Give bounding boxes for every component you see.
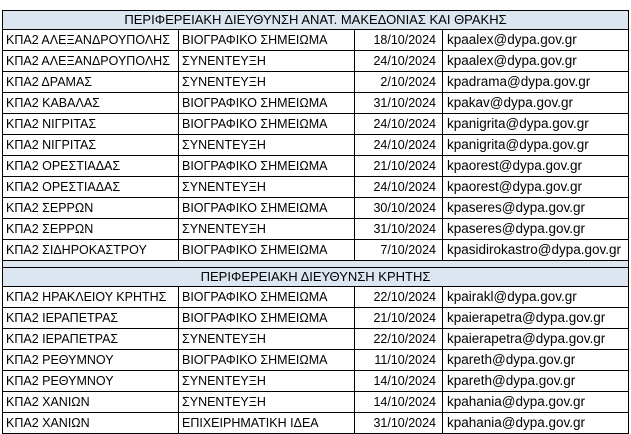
document-type-cell: ΒΙΟΓΡΑΦΙΚΟ ΣΗΜΕΙΩΜΑ (179, 114, 355, 135)
email-cell: kpaalex@dypa.gov.gr (443, 51, 629, 72)
office-cell: ΚΠΑ2 ΣΕΡΡΩΝ (3, 219, 179, 240)
email-cell: kpahania@dypa.gov.gr (443, 413, 629, 434)
document-type-cell: ΣΥΝΕΝΤΕΥΞΗ (179, 219, 355, 240)
date-cell: 30/10/2024 (355, 198, 443, 219)
email-cell: kpanigrita@dypa.gov.gr (443, 135, 629, 156)
document-type-cell: ΒΙΟΓΡΑΦΙΚΟ ΣΗΜΕΙΩΜΑ (179, 287, 355, 308)
email-cell: kpaalex@dypa.gov.gr (443, 30, 629, 51)
document-type-cell: ΒΙΟΓΡΑΦΙΚΟ ΣΗΜΕΙΩΜΑ (179, 156, 355, 177)
date-cell: 31/10/2024 (355, 93, 443, 114)
document-type-cell: ΣΥΝΕΝΤΕΥΞΗ (179, 72, 355, 93)
schedule-table (2, 10, 629, 434)
office-cell: ΚΠΑ2 ΡΕΘΥΜΝΟΥ (3, 371, 179, 392)
document-type-cell: ΒΙΟΓΡΑΦΙΚΟ ΣΗΜΕΙΩΜΑ (179, 30, 355, 51)
table-row (3, 135, 629, 156)
email-cell: kpareth@dypa.gov.gr (443, 350, 629, 371)
office-cell: ΚΠΑ2 ΣΕΡΡΩΝ (3, 198, 179, 219)
date-cell: 31/10/2024 (355, 413, 443, 434)
office-cell: ΚΠΑ2 ΡΕΘΥΜΝΟΥ (3, 350, 179, 371)
section-spacer (3, 261, 629, 268)
table-row (3, 72, 629, 93)
office-cell: ΚΠΑ2 ΑΛΕΞΑΝΔΡΟΥΠΟΛΗΣ (3, 30, 179, 51)
section-header-row (3, 11, 629, 30)
email-cell: kpadrama@dypa.gov.gr (443, 72, 629, 93)
table-row (3, 219, 629, 240)
office-cell: ΚΠΑ2 ΑΛΕΞΑΝΔΡΟΥΠΟΛΗΣ (3, 51, 179, 72)
table-row (3, 198, 629, 219)
office-cell: ΚΠΑ2 ΧΑΝΙΩΝ (3, 392, 179, 413)
date-cell: 22/10/2024 (355, 329, 443, 350)
email-cell: kpasidirokastro@dypa.gov.gr (443, 240, 629, 261)
email-cell: kpaierapetra@dypa.gov.gr (443, 308, 629, 329)
office-cell: ΚΠΑ2 ΚΑΒΑΛΑΣ (3, 93, 179, 114)
document-type-cell: ΣΥΝΕΝΤΕΥΞΗ (179, 51, 355, 72)
schedule-sheet (2, 10, 628, 434)
date-cell: 24/10/2024 (355, 177, 443, 198)
email-cell: kpahania@dypa.gov.gr (443, 392, 629, 413)
date-cell: 21/10/2024 (355, 308, 443, 329)
email-cell: kpaseres@dypa.gov.gr (443, 219, 629, 240)
date-cell: 14/10/2024 (355, 371, 443, 392)
date-cell: 22/10/2024 (355, 287, 443, 308)
date-cell: 24/10/2024 (355, 114, 443, 135)
email-cell: kpairakl@dypa.gov.gr (443, 287, 629, 308)
date-cell: 31/10/2024 (355, 219, 443, 240)
office-cell: ΚΠΑ2 ΝΙΓΡΙΤΑΣ (3, 114, 179, 135)
office-cell: ΚΠΑ2 ΟΡΕΣΤΙΑΔΑΣ (3, 177, 179, 198)
table-row (3, 371, 629, 392)
document-type-cell: ΣΥΝΕΝΤΕΥΞΗ (179, 392, 355, 413)
table-row (3, 93, 629, 114)
section-spacer-cell (3, 261, 629, 268)
table-row (3, 114, 629, 135)
table-row (3, 329, 629, 350)
document-type-cell: ΒΙΟΓΡΑΦΙΚΟ ΣΗΜΕΙΩΜΑ (179, 93, 355, 114)
office-cell: ΚΠΑ2 ΙΕΡΑΠΕΤΡΑΣ (3, 308, 179, 329)
office-cell: ΚΠΑ2 ΗΡΑΚΛΕΙΟΥ ΚΡΗΤΗΣ (3, 287, 179, 308)
office-cell: ΚΠΑ2 ΣΙΔΗΡΟΚΑΣΤΡΟΥ (3, 240, 179, 261)
office-cell: ΚΠΑ2 ΧΑΝΙΩΝ (3, 413, 179, 434)
email-cell: kpakav@dypa.gov.gr (443, 93, 629, 114)
table-row (3, 287, 629, 308)
schedule-table-body (3, 11, 629, 434)
office-cell: ΚΠΑ2 ΟΡΕΣΤΙΑΔΑΣ (3, 156, 179, 177)
table-row (3, 177, 629, 198)
email-cell: kpanigrita@dypa.gov.gr (443, 114, 629, 135)
document-type-cell: ΕΠΙΧΕΙΡΗΜΑΤΙΚΗ ΙΔΕΑ (179, 413, 355, 434)
email-cell: kpaierapetra@dypa.gov.gr (443, 329, 629, 350)
section-title: ΠΕΡΙΦΕΡΕΙΑΚΗ ΔΙΕΥΘΥΝΣΗ ΑΝΑΤ. ΜΑΚΕΔΟΝΙΑΣ ΚΑΙ ΘΡΑΚΗΣ (3, 11, 629, 30)
date-cell: 2/10/2024 (355, 72, 443, 93)
date-cell: 11/10/2024 (355, 350, 443, 371)
email-cell: kpaorest@dypa.gov.gr (443, 177, 629, 198)
office-cell: ΚΠΑ2 ΔΡΑΜΑΣ (3, 72, 179, 93)
date-cell: 21/10/2024 (355, 156, 443, 177)
document-type-cell: ΣΥΝΕΝΤΕΥΞΗ (179, 135, 355, 156)
email-cell: kpareth@dypa.gov.gr (443, 371, 629, 392)
document-type-cell: ΒΙΟΓΡΑΦΙΚΟ ΣΗΜΕΙΩΜΑ (179, 240, 355, 261)
document-type-cell: ΣΥΝΕΝΤΕΥΞΗ (179, 371, 355, 392)
table-row (3, 30, 629, 51)
table-row (3, 413, 629, 434)
table-row (3, 308, 629, 329)
table-row (3, 156, 629, 177)
date-cell: 18/10/2024 (355, 30, 443, 51)
email-cell: kpaseres@dypa.gov.gr (443, 198, 629, 219)
document-type-cell: ΒΙΟΓΡΑΦΙΚΟ ΣΗΜΕΙΩΜΑ (179, 198, 355, 219)
date-cell: 24/10/2024 (355, 135, 443, 156)
document-type-cell: ΣΥΝΕΝΤΕΥΞΗ (179, 177, 355, 198)
date-cell: 24/10/2024 (355, 51, 443, 72)
date-cell: 7/10/2024 (355, 240, 443, 261)
table-row (3, 350, 629, 371)
table-row (3, 51, 629, 72)
date-cell: 14/10/2024 (355, 392, 443, 413)
section-title: ΠΕΡΙΦΕΡΕΙΑΚΗ ΔΙΕΥΘΥΝΣΗ ΚΡΗΤΗΣ (3, 268, 629, 287)
document-type-cell: ΣΥΝΕΝΤΕΥΞΗ (179, 329, 355, 350)
office-cell: ΚΠΑ2 ΝΙΓΡΙΤΑΣ (3, 135, 179, 156)
email-cell: kpaorest@dypa.gov.gr (443, 156, 629, 177)
table-row (3, 240, 629, 261)
table-row (3, 392, 629, 413)
section-header-row (3, 268, 629, 287)
document-type-cell: ΒΙΟΓΡΑΦΙΚΟ ΣΗΜΕΙΩΜΑ (179, 308, 355, 329)
document-type-cell: ΒΙΟΓΡΑΦΙΚΟ ΣΗΜΕΙΩΜΑ (179, 350, 355, 371)
office-cell: ΚΠΑ2 ΙΕΡΑΠΕΤΡΑΣ (3, 329, 179, 350)
